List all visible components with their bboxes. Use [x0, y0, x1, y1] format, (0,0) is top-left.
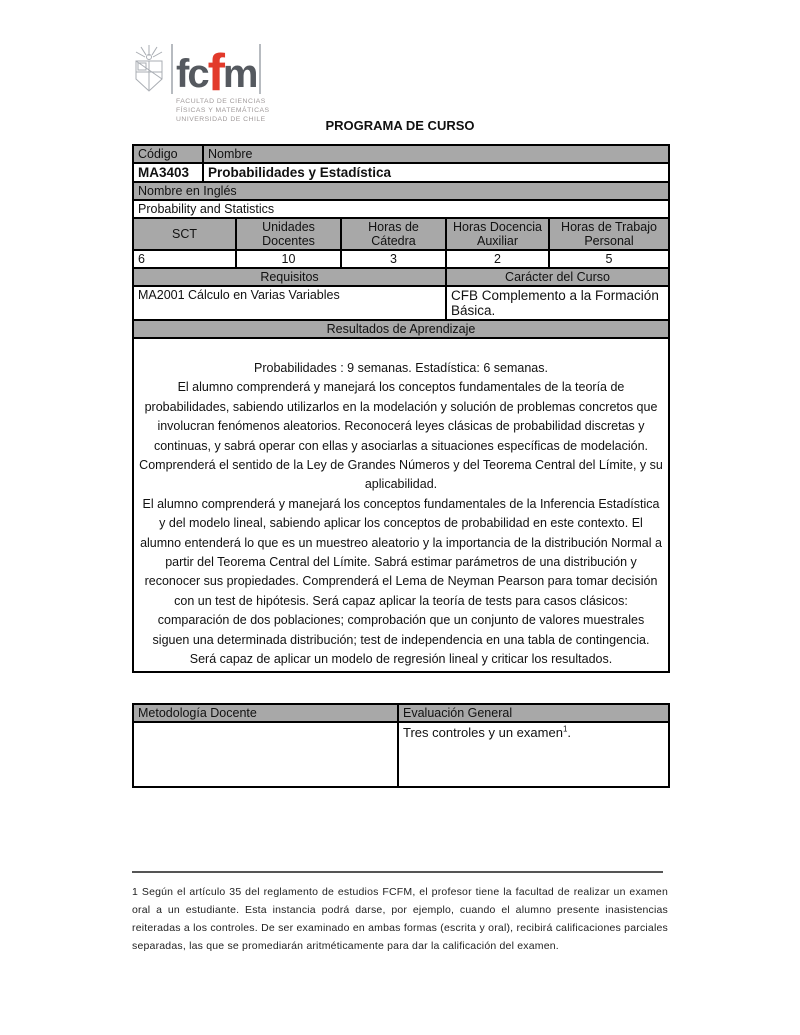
nombre-ingles-value-cell: Probability and Statistics [133, 200, 669, 218]
page-content [132, 0, 668, 955]
fcfm-letters-fc: fc [176, 52, 208, 96]
logo-text-block [171, 44, 270, 124]
logo-left-bar [171, 44, 173, 94]
fcfm-red-f: f [207, 44, 223, 102]
metodologia-header-cell: Metodología Docente [133, 704, 398, 722]
resultados-paragraph-3: El alumno comprenderá y manejará los conceptos fundamentales de la Inferencia Estadística y del modelo lineal, sabiendo aplicar los conceptos de probabilidad en este contexto. El alumno entenderá lo que es un muestreo aleatorio y la importancia de la distribución Normal a partir del Teorema Central del Límite. Sabrá estimar parámetros de una distribución y reconocer sus propiedades. Comprenderá el Lema de Neyman Pearson para tomar decisión con un test de hipótesis. Será capaz aplicar la teoría de tests para casos clásicos: comparación de dos poblaciones; comprobación que un conjunto de valores muestrales siguen una determinada distribución; test de independencia en una tabla de contingencia. Será capaz de aplicar un modelo de regresión lineal y criticar los resultados. [140, 496, 662, 667]
nombre-ingles-header-cell: Nombre en Inglés [133, 182, 669, 200]
logo-caption-line1: FACULTAD DE CIENCIAS [176, 98, 266, 105]
logo-caption-line2: FÍSICAS Y MATEMÁTICAS [176, 106, 270, 114]
sct-value-cell: 6 [133, 250, 236, 268]
logo-right-bar [259, 44, 261, 94]
codigo-header-cell: Código [133, 145, 203, 163]
caracter-value-cell: CFB Complemento a la Formación Básica. [446, 286, 669, 320]
page-title: PROGRAMA DE CURSO [325, 118, 475, 133]
credits-table [132, 217, 670, 269]
resultados-text-cell [133, 338, 669, 672]
horas-docencia-auxiliar-value-cell: 2 [446, 250, 549, 268]
methodology-evaluation-table [132, 703, 670, 788]
horas-catedra-value-cell: 3 [341, 250, 446, 268]
requisites-table [132, 267, 670, 321]
caracter-header-cell: Carácter del Curso [446, 268, 669, 286]
horas-trabajo-personal-header-cell: Horas de Trabajo Personal [549, 218, 669, 250]
codigo-value-cell: MA3403 [133, 163, 203, 182]
footnote-text: 1 Según el artículo 35 del reglamento de estudios FCFM, el profesor tiene la facultad de realizar un examen oral a un estudiante. Esta instancia podrá darse, por ejemplo, cuando el alumno presente inasistencias reiteradas a los controles. De ser examinado en ambas formas (escrita y oral), recibirá calificaciones parciales separadas, las que se promediarán aritméticamente para dar la calificación del examen. [132, 885, 668, 952]
requisitos-header-cell: Requisitos [133, 268, 446, 286]
university-crest-icon [132, 44, 166, 99]
evaluacion-header-cell: Evaluación General [398, 704, 669, 722]
course-code-table [132, 144, 670, 219]
evaluacion-value-period: . [567, 724, 572, 740]
evaluacion-value-text: Tres controles y un examen [403, 724, 563, 740]
footnote-reference-mark: 1 [562, 724, 568, 734]
unidades-docentes-header-cell: Unidades Docentes [236, 218, 341, 250]
resultados-paragraph-2: El alumno comprenderá y manejará los conceptos fundamentales de la teoría de probabilidades, sabiendo utilizarlos en la modelación y solución de problemas concretos que involucran fenómenos aleatorios. Reconocerá leyes clásicas de probabilidad discretas y continuas, y sabrá operar con ellas y asociarlas a situaciones específicas de modelación. Comprenderá el sentido de la Ley de Grandes Números y del Teorema Central del Límite, y su aplicabilidad. [139, 380, 663, 492]
resultados-header-cell: Resultados de Aprendizaje [133, 320, 669, 338]
resultados-paragraph-1: Probabilidades : 9 semanas. Estadística: 6 semanas. [254, 361, 548, 375]
nombre-header-cell: Nombre [203, 145, 669, 163]
sct-header-cell: SCT [133, 218, 236, 250]
fcfm-letter-m: m [222, 52, 257, 96]
horas-docencia-auxiliar-header-cell: Horas Docencia Auxiliar [446, 218, 549, 250]
horas-trabajo-personal-value-cell: 5 [549, 250, 669, 268]
unidades-docentes-value-cell: 10 [236, 250, 341, 268]
footnote-separator-line [132, 871, 663, 873]
nombre-value-cell: Probabilidades y Estadística [203, 163, 669, 182]
metodologia-value-cell [133, 722, 398, 787]
logo-caption-line3: UNIVERSIDAD DE CHILE [176, 115, 266, 123]
horas-catedra-header-cell: Horas de Cátedra [341, 218, 446, 250]
learning-outcomes-table [132, 319, 670, 673]
evaluacion-value-cell [398, 722, 669, 787]
fcfm-logo [132, 0, 668, 123]
requisitos-value-cell: MA2001 Cálculo en Varias Variables [133, 286, 446, 320]
